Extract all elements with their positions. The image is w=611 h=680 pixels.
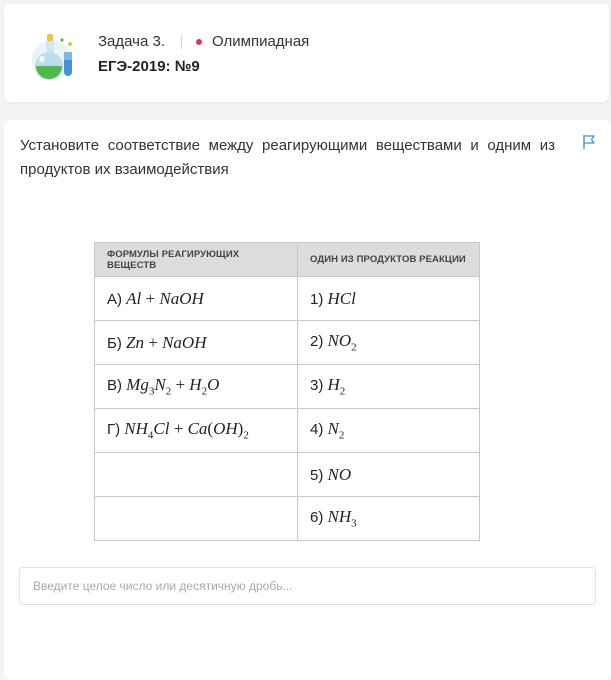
product-formula: $N_2$ bbox=[327, 419, 345, 442]
chemistry-flask-icon bbox=[28, 30, 78, 82]
task-body bbox=[4, 120, 611, 680]
table-row bbox=[95, 453, 480, 497]
divider bbox=[181, 35, 182, 49]
empty-cell bbox=[95, 497, 298, 541]
product-label: 6) bbox=[310, 509, 324, 527]
reactant-formula: Zn + NaOH bbox=[126, 332, 207, 352]
product-formula: $NO_2$ bbox=[327, 331, 357, 354]
task-number: Задача 3. bbox=[98, 33, 166, 50]
header-products: ОДИН ИЗ ПРОДУКТОВ РЕАКЦИИ bbox=[298, 243, 480, 277]
product-label: 3) bbox=[310, 377, 324, 395]
product-label: 5) bbox=[310, 466, 324, 484]
product-formula: $NH_3$ bbox=[327, 507, 357, 530]
reactant-cell bbox=[95, 321, 298, 365]
reactant-label: А) bbox=[107, 290, 122, 308]
answer-input[interactable]: Введите целое число или десятичную дробь... bbox=[19, 567, 596, 605]
reactant-label: В) bbox=[107, 377, 122, 395]
product-cell bbox=[298, 365, 480, 409]
task-category: Олимпиадная bbox=[212, 33, 310, 50]
empty-cell bbox=[95, 453, 298, 497]
product-label: 1) bbox=[310, 290, 324, 308]
report-flag-icon[interactable] bbox=[582, 134, 596, 150]
reactant-cell bbox=[95, 409, 298, 453]
reactant-formula: $NH_4Cl + Ca(OH)_2$ bbox=[124, 419, 249, 442]
table-row bbox=[95, 497, 480, 541]
product-cell bbox=[298, 321, 480, 365]
reactant-cell bbox=[95, 365, 298, 409]
product-cell bbox=[298, 497, 480, 541]
product-cell bbox=[298, 453, 480, 497]
product-label: 4) bbox=[310, 421, 324, 439]
product-cell bbox=[298, 277, 480, 321]
table-row bbox=[95, 277, 480, 321]
table-row bbox=[95, 365, 480, 409]
reactant-label: Б) bbox=[107, 334, 122, 352]
table-row bbox=[95, 321, 480, 365]
product-formula: NO bbox=[327, 464, 352, 484]
task-title: ЕГЭ-2019: №9 bbox=[98, 58, 200, 75]
product-formula: HCl bbox=[327, 288, 356, 308]
header-reactants: ФОРМУЛЫ РЕАГИРУЮЩИХ ВЕЩЕСТВ bbox=[95, 243, 298, 277]
category-dot-icon bbox=[196, 39, 202, 45]
reactant-formula: Al + NaOH bbox=[126, 288, 204, 308]
table-row bbox=[95, 409, 480, 453]
product-formula: $H_2$ bbox=[327, 375, 346, 398]
question-text: Установите соответствие между реагирующими веществами и одним из продуктов их взаимодействия bbox=[20, 137, 555, 178]
matching-table bbox=[94, 242, 480, 541]
reactant-label: Г) bbox=[107, 421, 121, 439]
task-header bbox=[4, 4, 609, 102]
product-cell bbox=[298, 409, 480, 453]
reactant-cell bbox=[95, 277, 298, 321]
reactant-formula: $Mg_3N_2 + H_2O$ bbox=[126, 375, 220, 398]
product-label: 2) bbox=[310, 333, 324, 351]
